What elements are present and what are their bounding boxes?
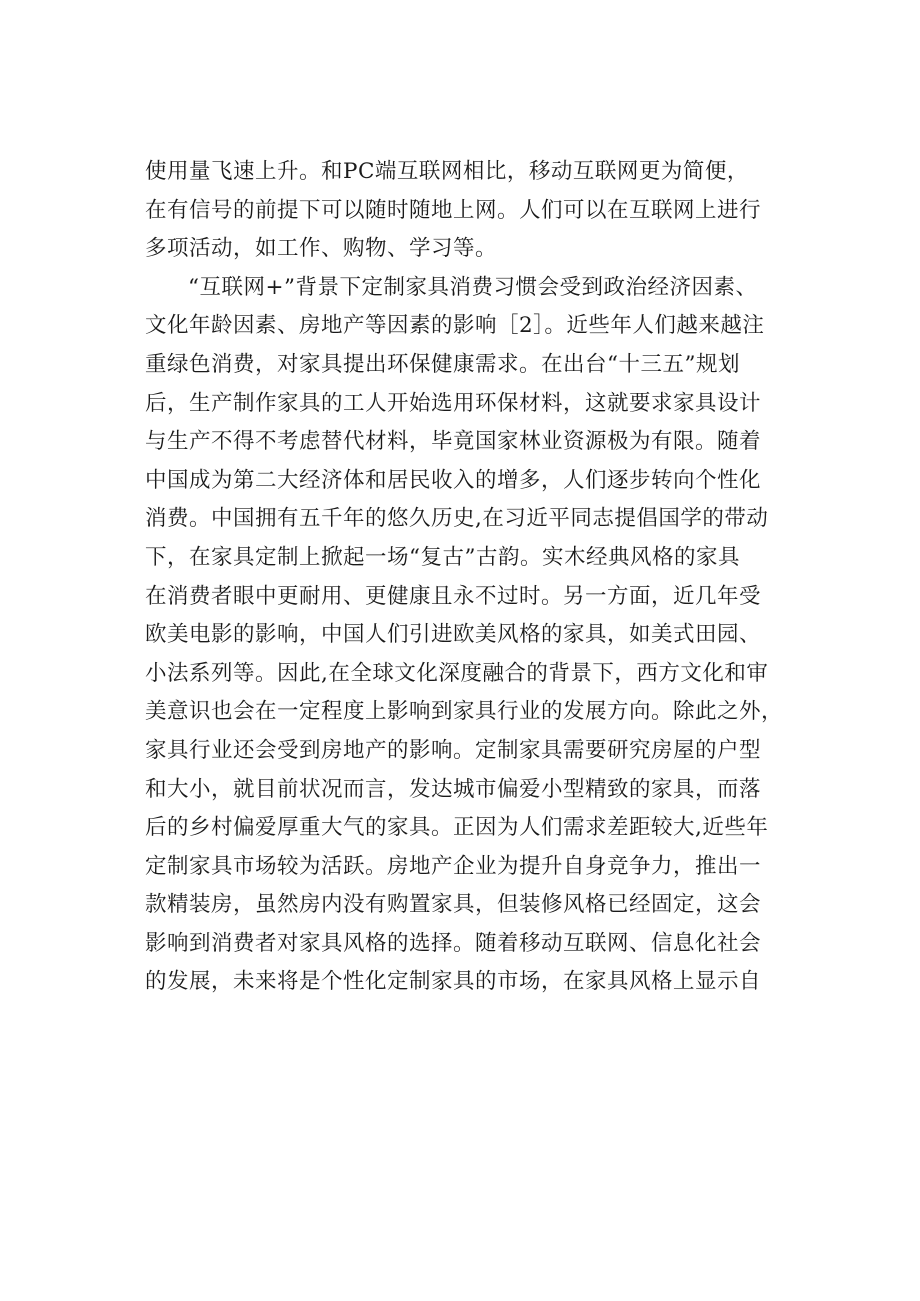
text-line: 影响到消费者对家具风格的选择。随着移动互联网、信息化社会 (145, 930, 762, 956)
text-line: 文化年龄因素、房地产等因素的影响［2］。近些年人们越来越注 (145, 313, 765, 339)
text-line: 在消费者眼中更耐用、更健康且永不过时。另一方面，近几年受 (145, 583, 762, 609)
text-line: 中国成为第二大经济体和居民收入的增多，人们逐步转向个性化 (145, 467, 762, 493)
text-line: 的发展，未来将是个性化定制家具的市场，在家具风格上显示自 (145, 969, 762, 995)
text-line: 款精装房，虽然房内没有购置家具，但装修风格已经固定，这会 (145, 892, 762, 918)
text-line: 美意识也会在一定程度上影响到家具行业的发展方向。除此之外， (145, 699, 784, 725)
paragraph-main (145, 269, 845, 1002)
text-line: 使用量飞速上升。和PC端互联网相比，移动互联网更为简便， (145, 159, 749, 184)
text-line: 定制家具市场较为活跃。房地产企业为提升自身竞争力，推出一 (145, 853, 762, 879)
text-line: 下，在家具定制上掀起一场“复古”古韵。实木经典风格的家具 (145, 544, 740, 570)
text-line: 在有信号的前提下可以随时随地上网。人们可以在互联网上进行 (145, 197, 762, 223)
text-line: 后的乡村偏爱厚重大气的家具。正因为人们需求差距较大,近些年 (145, 815, 769, 841)
text-line: 多项活动，如工作、购物、学习等。 (145, 236, 498, 262)
paragraph-continuation (145, 153, 845, 269)
text-line: 与生产不得不考虑替代材料，毕竟国家林业资源极为有限。随着 (145, 429, 762, 455)
text-line: 和大小，就目前状况而言，发达城市偏爱小型精致的家具，而落 (145, 776, 762, 802)
text-line: 家具行业还会受到房地产的影响。定制家具需要研究房屋的户型 (145, 737, 762, 763)
text-line: 后，生产制作家具的工人开始选用环保材料，这就要求家具设计 (145, 390, 762, 416)
text-line: 消费。中国拥有五千年的悠久历史,在习近平同志提倡国学的带动 (145, 506, 769, 532)
body-text (145, 153, 845, 1002)
text-line: 小法系列等。因此,在全球文化深度融合的背景下，西方文化和审 (145, 660, 769, 686)
text-line-indented: “互联网+”背景下定制家具消费习惯会受到政治经济因素、 (188, 274, 758, 300)
text-line: 欧美电影的影响，中国人们引进欧美风格的家具，如美式田园、 (145, 622, 762, 648)
text-line: 重绿色消费，对家具提出环保健康需求。在出台“十三五”规划 (145, 351, 740, 377)
